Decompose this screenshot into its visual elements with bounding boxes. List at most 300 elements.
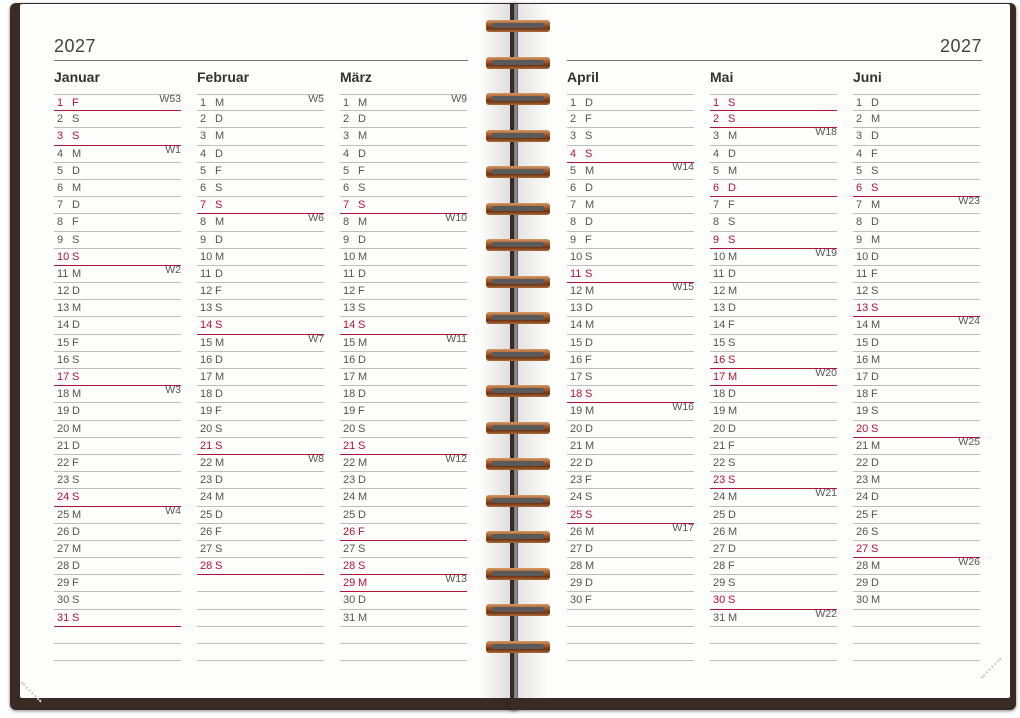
day-row[interactable] [340,300,467,317]
day-row[interactable] [853,249,980,266]
day-row[interactable] [710,524,837,541]
day-row[interactable] [853,558,980,575]
weekday-letter: F [358,525,365,538]
day-number: 18 [570,388,583,401]
day-number: 3 [57,130,64,143]
day-row[interactable] [54,489,181,506]
day-number: 13 [713,302,726,315]
day-row[interactable] [340,332,467,352]
day-number: 24 [856,491,869,504]
day-row[interactable] [340,352,467,369]
day-number: 26 [713,525,726,538]
day-row[interactable] [853,435,980,455]
day-row[interactable] [340,111,467,128]
day-row[interactable] [340,266,467,283]
weekday-letter: M [72,302,82,315]
day-row[interactable] [54,94,181,111]
day-row[interactable] [197,232,324,249]
weekday-letter: S [215,319,223,332]
spiral-coil [486,641,550,655]
day-row[interactable] [853,335,980,352]
weekday-letter: M [215,250,225,263]
weekday-letter: S [72,233,80,246]
day-number: 15 [713,336,726,349]
coil-ring [486,203,550,215]
day-row[interactable] [54,403,181,420]
day-row[interactable] [340,452,467,472]
weekday-letter: D [585,216,593,229]
day-row[interactable] [567,335,694,352]
day-row[interactable] [340,489,467,506]
day-row[interactable] [54,180,181,197]
day-row[interactable] [54,197,181,214]
day-number: 3 [200,130,207,143]
day-number: 19 [570,405,583,418]
day-row[interactable] [340,524,467,541]
weekday-letter: M [358,371,368,383]
day-row[interactable] [197,386,324,403]
day-row[interactable] [340,369,467,386]
day-row[interactable] [853,214,980,231]
day-number: 7 [570,199,577,212]
day-row[interactable] [567,575,694,592]
day-row[interactable] [340,128,467,145]
day-row[interactable] [710,197,837,214]
day-row[interactable] [567,283,694,300]
weekday-letter: F [585,233,592,246]
day-row[interactable] [567,180,694,197]
day-row[interactable] [197,128,324,145]
weekday-letter: D [72,525,80,538]
day-number: 26 [200,525,213,538]
day-row[interactable] [340,214,467,231]
day-row[interactable] [567,438,694,455]
day-row[interactable] [853,352,980,369]
day-number: 28 [570,560,583,573]
day-row[interactable] [710,507,837,524]
day-row[interactable] [853,369,980,386]
weekday-letter: M [728,491,738,504]
day-number: 10 [57,250,70,263]
day-number: 5 [570,164,577,177]
weekday-letter: D [358,267,366,280]
day-row[interactable] [54,455,181,472]
day-row[interactable] [54,232,181,249]
day-row[interactable] [54,369,181,386]
day-number: 18 [856,388,869,401]
day-row[interactable] [54,592,181,609]
day-row[interactable] [54,283,181,300]
day-row[interactable] [853,575,980,592]
spiral-coil [486,385,550,399]
day-row[interactable] [710,163,837,180]
coil-ring [486,57,550,69]
weekday-letter: F [72,97,79,109]
day-row[interactable] [54,163,181,180]
weekday-letter: M [728,405,738,418]
day-row[interactable] [54,143,181,163]
weekday-letter: F [871,508,878,521]
day-row[interactable] [197,283,324,300]
day-row[interactable] [54,472,181,489]
weekday-letter: S [72,371,80,383]
day-number: 23 [856,474,869,487]
day-row[interactable] [340,386,467,403]
day-row[interactable] [853,197,980,214]
day-row[interactable] [54,504,181,524]
spiral-coil [486,312,550,326]
day-number: 9 [57,233,64,246]
day-row[interactable] [197,317,324,334]
day-number: 30 [713,594,726,607]
week-number: W4 [165,504,181,517]
day-row[interactable] [340,163,467,180]
day-row[interactable] [340,592,467,609]
day-row[interactable] [54,335,181,352]
day-number: 12 [343,285,356,298]
day-row[interactable] [54,438,181,455]
weekday-letter: S [585,147,593,160]
weekday-letter: D [871,216,879,229]
day-row[interactable] [853,489,980,506]
week-number: W16 [672,401,694,414]
day-row[interactable] [197,369,324,386]
day-row[interactable] [197,94,324,111]
weekday-letter: S [358,199,366,212]
weekday-letter: D [585,577,593,590]
week-number: W12 [445,452,467,465]
day-row[interactable] [853,94,980,111]
day-row[interactable] [54,575,181,592]
day-row[interactable] [340,94,467,111]
day-row[interactable] [197,163,324,180]
day-row[interactable] [853,472,980,489]
weekday-letter: M [728,130,738,143]
day-row[interactable] [567,455,694,472]
weekday-letter: M [871,439,881,452]
day-number: 15 [57,336,70,349]
day-row[interactable] [340,180,467,197]
day-row[interactable] [853,283,980,300]
day-number: 28 [713,560,726,573]
day-number: 5 [57,164,64,177]
day-row[interactable] [710,266,837,283]
day-row[interactable] [197,541,324,558]
day-row[interactable] [340,232,467,249]
day-row[interactable] [340,507,467,524]
weekday-letter: D [585,302,593,315]
spiral-coil [486,568,550,582]
weekday-letter: M [72,147,82,160]
day-row[interactable] [567,472,694,489]
day-row[interactable] [853,232,980,249]
day-row[interactable] [54,421,181,438]
day-row[interactable] [54,249,181,266]
day-row[interactable] [710,575,837,592]
day-row[interactable] [197,403,324,420]
day-number: 4 [856,147,863,160]
weekday-letter: D [585,336,593,349]
day-row[interactable] [567,160,694,180]
spiral-coil [486,276,550,290]
day-number: 21 [200,439,213,452]
day-row[interactable] [340,421,467,438]
week-number: W7 [308,332,324,345]
day-number: 29 [713,577,726,590]
day-row[interactable] [567,197,694,214]
day-row[interactable] [567,214,694,231]
day-row[interactable] [54,317,181,334]
day-row[interactable] [54,263,181,283]
day-row[interactable] [853,592,980,609]
day-row[interactable] [853,507,980,524]
day-number: 25 [200,508,213,521]
blank-line [853,644,980,661]
weekday-letter: F [215,285,222,298]
blank-line [567,644,694,661]
day-row[interactable] [710,146,837,163]
weekday-letter: D [728,302,736,315]
day-row[interactable] [710,94,837,111]
weekday-letter: S [728,113,736,126]
day-row[interactable] [197,558,324,575]
day-row[interactable] [197,352,324,369]
day-row[interactable] [197,300,324,317]
month-name: Mai [710,69,734,85]
day-row[interactable] [853,266,980,283]
day-number: 8 [200,216,207,229]
weekday-letter: F [215,164,222,177]
day-number: 25 [856,508,869,521]
day-row[interactable] [54,214,181,231]
day-number: 16 [343,353,356,366]
day-row[interactable] [197,507,324,524]
day-number: 31 [57,611,70,624]
day-number: 10 [343,250,356,263]
coil-ring [486,458,550,470]
day-row[interactable] [567,352,694,369]
day-row[interactable] [567,521,694,541]
day-row[interactable] [567,369,694,386]
day-row[interactable] [710,283,837,300]
day-row[interactable] [710,214,837,231]
day-row[interactable] [710,180,837,197]
day-number: 21 [343,439,356,452]
weekday-letter: D [358,233,366,246]
weekday-letter: F [72,336,79,349]
day-row[interactable] [567,541,694,558]
day-row[interactable] [853,524,980,541]
day-row[interactable] [197,332,324,352]
day-row[interactable] [197,266,324,283]
day-row[interactable] [567,421,694,438]
day-row[interactable] [54,524,181,541]
day-row[interactable] [197,249,324,266]
weekday-letter: D [585,456,593,469]
weekday-letter: M [871,474,881,487]
weekday-letter: M [728,525,738,538]
day-row[interactable] [54,300,181,317]
day-row[interactable] [567,128,694,145]
weekday-letter: M [358,336,368,349]
day-number: 22 [200,456,213,469]
day-number: 12 [856,285,869,298]
day-row[interactable] [710,558,837,575]
day-row[interactable] [197,452,324,472]
weekday-letter: D [72,560,80,573]
day-row[interactable] [710,317,837,334]
day-number: 12 [57,285,70,298]
day-row[interactable] [710,438,837,455]
coil-ring [486,130,550,142]
day-number: 28 [57,560,70,573]
day-row[interactable] [710,455,837,472]
day-row[interactable] [340,575,467,592]
weekday-letter: S [72,353,80,366]
day-row[interactable] [567,592,694,609]
weekday-letter: M [728,164,738,177]
day-row[interactable] [54,386,181,403]
weekday-letter: D [215,147,223,160]
day-row[interactable] [197,421,324,438]
day-row[interactable] [710,246,837,266]
day-row[interactable] [710,386,837,403]
day-number: 7 [200,199,207,212]
day-row[interactable] [710,489,837,506]
day-row[interactable] [853,455,980,472]
day-row[interactable] [197,146,324,163]
day-number: 6 [343,181,350,194]
weekday-letter: M [358,250,368,263]
day-number: 17 [200,371,213,383]
blank-line [197,644,324,661]
day-row[interactable] [197,472,324,489]
day-row[interactable] [710,541,837,558]
day-row[interactable] [567,317,694,334]
blank-line [340,644,467,661]
coil-ring [486,276,550,288]
day-row[interactable] [567,111,694,128]
blank-line [197,610,324,627]
day-number: 6 [57,181,64,194]
day-row[interactable] [853,403,980,420]
weekday-letter: D [728,508,736,521]
day-row[interactable] [54,128,181,145]
day-row[interactable] [54,610,181,627]
day-row[interactable] [340,146,467,163]
week-number: W6 [308,212,324,225]
day-row[interactable] [710,335,837,352]
day-row[interactable] [853,128,980,145]
day-number: 20 [856,422,869,435]
spiral-coil [486,166,550,180]
day-row[interactable] [853,386,980,403]
day-number: 6 [570,181,577,194]
day-row[interactable] [710,403,837,420]
weekday-letter: D [871,250,879,263]
weekday-letter: S [72,250,80,263]
day-row[interactable] [567,403,694,420]
right-top-rule [567,60,982,61]
weekday-letter: F [72,577,79,590]
day-row[interactable] [567,558,694,575]
weekday-letter: D [728,181,736,194]
weekday-letter: S [72,474,80,487]
weekday-letter: S [585,491,593,504]
day-row[interactable] [567,489,694,506]
day-row[interactable] [853,111,980,128]
day-row[interactable] [54,541,181,558]
day-row[interactable] [197,489,324,506]
day-row[interactable] [54,111,181,128]
day-row[interactable] [710,607,837,627]
day-row[interactable] [710,128,837,145]
day-row[interactable] [197,214,324,231]
day-row[interactable] [853,146,980,163]
weekday-letter: M [215,371,225,383]
coil-ring [486,531,550,543]
day-row[interactable] [197,111,324,128]
day-row[interactable] [340,403,467,420]
coil-ring [486,93,550,105]
day-row[interactable] [340,541,467,558]
day-row[interactable] [567,300,694,317]
day-row[interactable] [197,438,324,455]
spiral-coil [486,57,550,71]
day-row[interactable] [54,352,181,369]
day-number: 28 [343,560,356,573]
day-row[interactable] [340,249,467,266]
week-number: W5 [308,93,324,105]
weekday-letter: S [871,542,879,555]
day-number: 6 [713,181,720,194]
day-number: 1 [57,97,64,109]
day-number: 29 [856,577,869,590]
weekday-letter: D [72,319,80,332]
day-row[interactable] [340,472,467,489]
weekday-letter: S [72,130,80,143]
weekday-letter: D [728,422,736,435]
coil-ring [486,349,550,361]
week-number: W21 [815,487,837,500]
day-number: 29 [343,577,356,590]
weekday-letter: S [585,508,593,521]
day-row[interactable] [567,232,694,249]
day-number: 14 [856,319,869,332]
day-row[interactable] [197,524,324,541]
day-row[interactable] [197,197,324,214]
day-row[interactable] [567,94,694,111]
weekday-letter: M [215,97,225,109]
day-number: 27 [57,542,70,555]
day-row[interactable] [710,369,837,386]
day-row[interactable] [853,163,980,180]
day-number: 19 [343,405,356,418]
day-row[interactable] [567,249,694,266]
day-row[interactable] [340,610,467,627]
day-row[interactable] [710,300,837,317]
day-row[interactable] [54,558,181,575]
blank-line [197,627,324,644]
day-row[interactable] [197,180,324,197]
day-row[interactable] [340,283,467,300]
day-row[interactable] [853,317,980,334]
day-number: 4 [200,147,207,160]
day-number: 25 [570,508,583,521]
week-number: W25 [958,435,980,448]
day-row[interactable] [710,421,837,438]
weekday-letter: D [871,371,879,383]
